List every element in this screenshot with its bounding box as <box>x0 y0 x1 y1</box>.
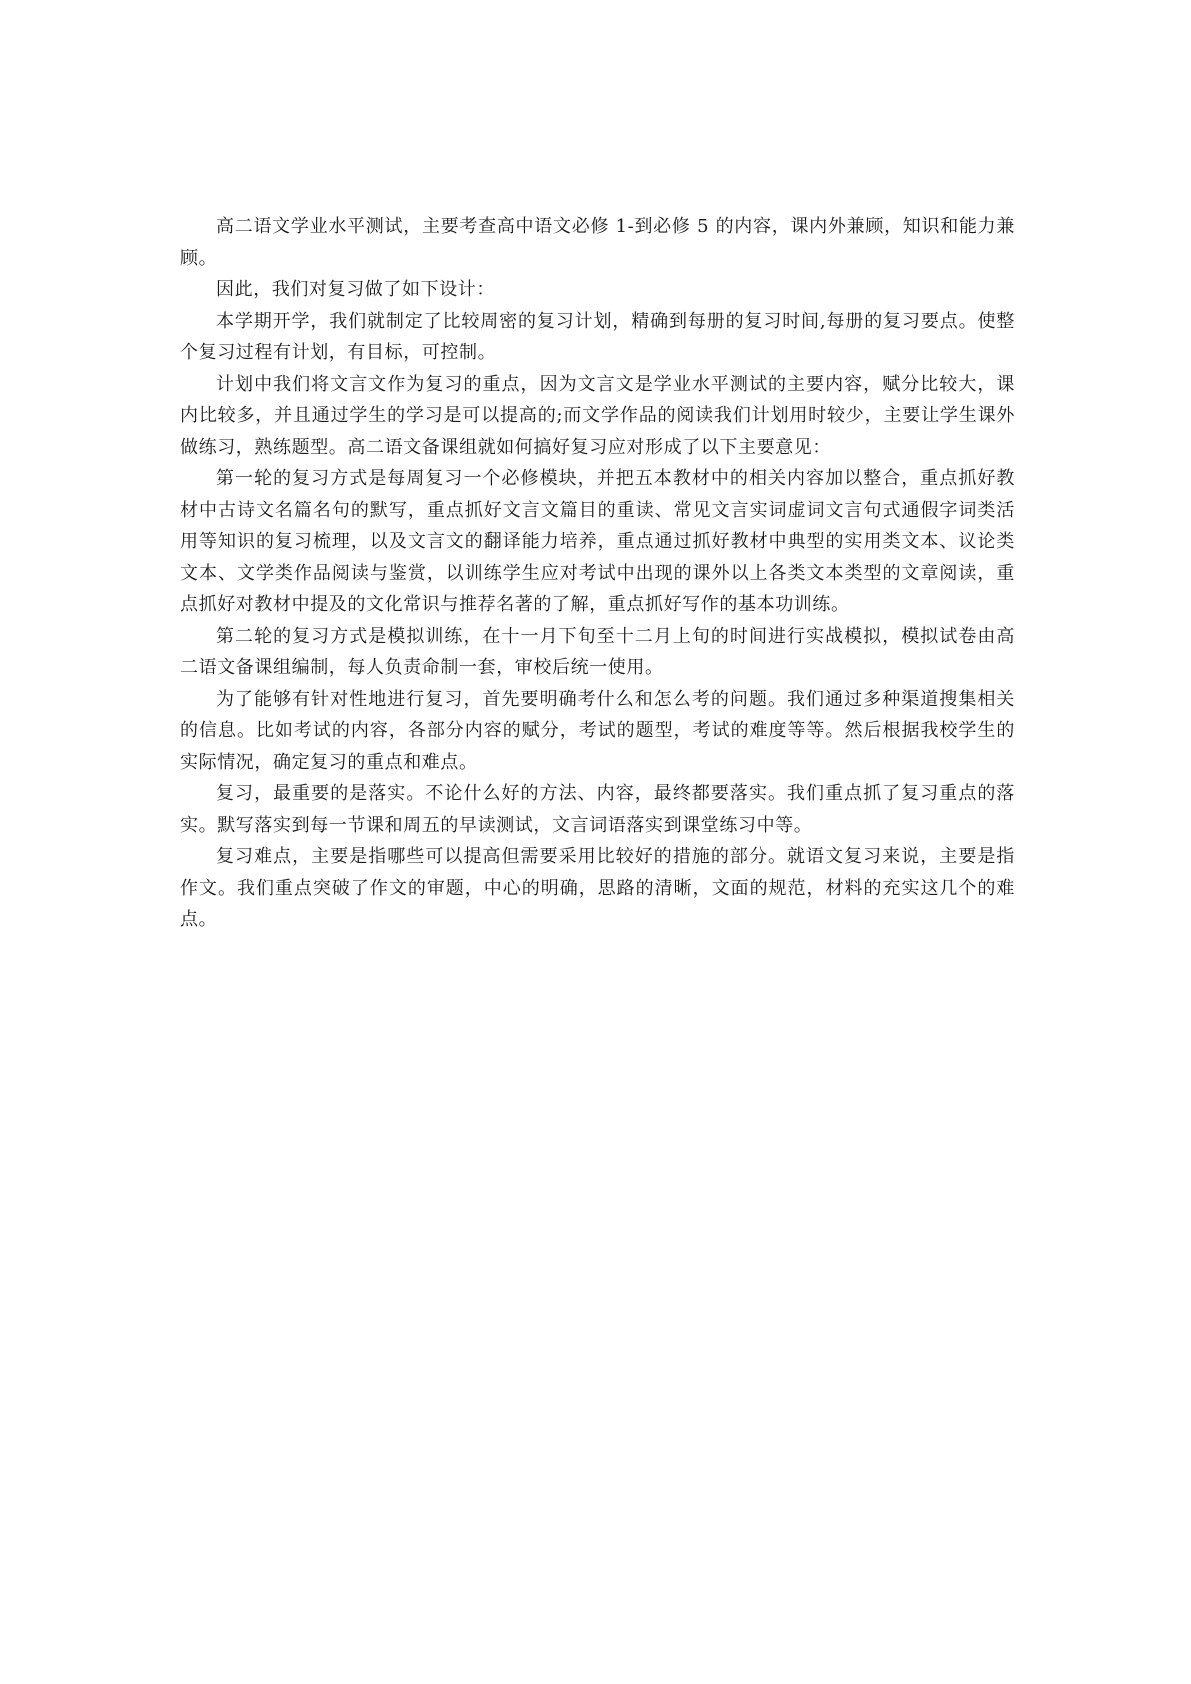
document-body <box>180 211 1015 936</box>
paragraph-first-round: 第一轮的复习方式是每周复习一个必修模块，并把五本教材中的相关内容加以整合，重点抓好教材中古诗文名篇名句的默写，重点抓好文言文篇目的重读、常见文言实词虚词文言句式通假字词类活用等知识的复习梳理，以及文言文的翻译能力培养，重点通过抓好教材中典型的实用类文本、议论类文本、文学类作品阅读与鉴赏，以训练学生应对考试中出现的课外以上各类文本类型的文章阅读，重点抓好对教材中提及的文化常识与推荐名著的了解，重点抓好写作的基本功训练。 <box>180 468 1015 615</box>
paragraph-plan: 本学期开学，我们就制定了比较周密的复习计划，精确到每册的复习时间,每册的复习要点。使整个复习过程有计划，有目标，可控制。 <box>180 310 1015 363</box>
paragraph-second-round: 第二轮的复习方式是模拟训练，在十一月下旬至十二月上旬的时间进行实战模拟，模拟试卷由高二语文备课组编制，每人负责命制一套，审校后统一使用。 <box>180 625 1015 678</box>
paragraph-implementation: 复习，最重要的是落实。不论什么好的方法、内容，最终都要落实。我们重点抓了复习重点的落实。默写落实到每一节课和周五的早读测试，文言词语落实到课堂练习中等。 <box>180 783 1015 836</box>
paragraph-difficulties: 复习难点，主要是指哪些可以提高但需要采用比较好的措施的部分。就语文复习来说，主要是指作文。我们重点突破了作文的审题，中心的明确，思路的清晰，文面的规范，材料的充实这几个的难点。 <box>180 846 1015 930</box>
paragraph-targeting: 为了能够有针对性地进行复习，首先要明确考什么和怎么考的问题。我们通过多种渠道搜集相关的信息。比如考试的内容，各部分内容的赋分，考试的题型，考试的难度等等。然后根据我校学生的实际情况，确定复习的重点和难点。 <box>180 688 1015 773</box>
paragraph-classical-focus: 计划中我们将文言文作为复习的重点，因为文言文是学业水平测试的主要内容，赋分比较大，课内比较多，并且通过学生的学习是可以提高的;而文学作品的阅读我们计划用时较少，主要让学生课外做练习，熟练题型。高二语文备课组就如何搞好复习应对形成了以下主要意见： <box>180 373 1015 458</box>
paragraph-design: 因此，我们对复习做了如下设计： <box>216 279 495 300</box>
paragraph-intro: 高二语文学业水平测试，主要考查高中语文必修 1-到必修 5 的内容，课内外兼顾，知识和能力兼顾。 <box>180 216 1015 269</box>
